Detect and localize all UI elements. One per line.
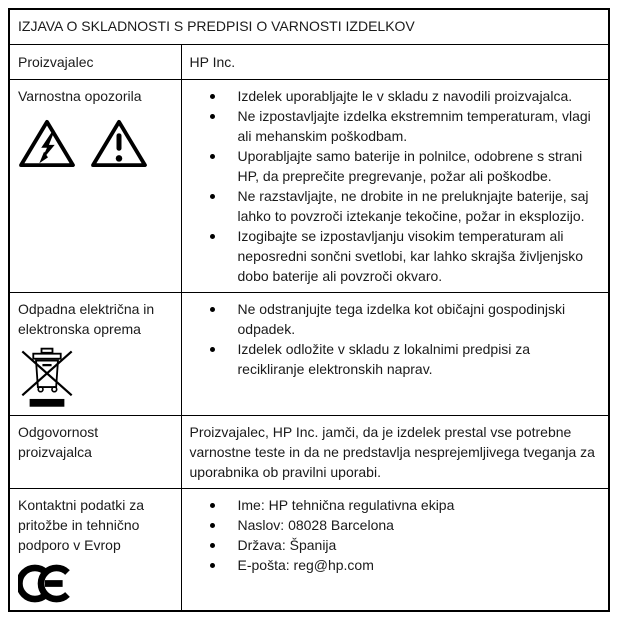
weee-label: Odpadna električna in elektronska oprema: [18, 301, 155, 337]
list-item: Izdelek odložite v skladu z lokalnimi predpisi za recikliranje elektronskih naprav.: [210, 339, 601, 379]
list-item: Ime: HP tehnična regulativna ekipa: [210, 495, 601, 515]
list-item: Izogibajte se izpostavljanju visokim temperaturam ali neposredni sončni svetlobi, kar lahko skrajša življenjsko dobo baterije ali povzroči okvaro.: [210, 226, 601, 286]
responsibility-text: Proizvajalec, HP Inc. jamči, da je izdelek prestal vse potrebne varnostne teste in da ne predstavlja nesprejemljivega tveganja za uporabnika ob pravilni uporabi.: [189, 424, 595, 480]
safety-warnings-content-cell: [181, 80, 609, 293]
responsibility-content-cell: [181, 416, 609, 489]
high-voltage-warning-icon: [18, 118, 76, 168]
list-item: Uporabljajte samo baterije in polnilce, odobrene s strani HP, da preprečite pregrevanje, požar ali poškodbe.: [210, 146, 601, 186]
safety-warnings-list: [190, 86, 601, 286]
list-item: Naslov: 08028 Barcelona: [210, 515, 601, 535]
contact-list: [190, 495, 601, 575]
list-item: Ne odstranjujte tega izdelka kot običajni gospodinjski odpadek.: [210, 299, 601, 339]
page-title: IZJAVA O SKLADNOSTI S PREDPISI O VARNOSTI IZDELKOV: [9, 9, 609, 45]
weee-label-cell: [9, 293, 181, 416]
list-item: Izdelek uporabljajte le v skladu z navodili proizvajalca.: [210, 86, 601, 106]
weee-content-cell: [181, 293, 609, 416]
contact-content-cell: [181, 489, 609, 612]
contact-label-cell: [9, 489, 181, 612]
safety-warnings-label-cell: [9, 80, 181, 293]
weee-row: [9, 293, 609, 416]
ce-mark-icon: [18, 563, 74, 604]
contact-row: [9, 489, 609, 612]
title-row: [9, 9, 609, 45]
manufacturer-value: HP Inc.: [181, 45, 609, 80]
safety-warnings-row: [9, 80, 609, 293]
compliance-table: [8, 8, 610, 612]
list-item: Ne izpostavljajte izdelka ekstremnim temperaturam, vlagi ali mehanskim poškodbam.: [210, 106, 601, 146]
weee-list: [190, 299, 601, 379]
weee-crossed-out-bin-icon: [18, 345, 76, 409]
general-warning-icon: [90, 118, 148, 168]
warning-icons-group: [18, 118, 173, 168]
spacer: [190, 575, 601, 601]
responsibility-label: Odgovornost proizvajalca: [9, 416, 181, 489]
manufacturer-row: [9, 45, 609, 80]
list-item: Država: Španija: [210, 535, 601, 555]
ce-mark-wrap: [18, 563, 173, 604]
contact-label: Kontaktni podatki za pritožbe in tehnično podporo v Evrop: [18, 497, 145, 553]
safety-warnings-label: Varnostna opozorila: [18, 88, 142, 104]
manufacturer-label: Proizvajalec: [9, 45, 181, 80]
responsibility-row: [9, 416, 609, 489]
list-item: E-pošta: reg@hp.com: [210, 555, 601, 575]
weee-icon-wrap: [18, 345, 173, 409]
list-item: Ne razstavljajte, ne drobite in ne preluknjajte baterije, saj lahko to povzroči iztekanje tekočine, požar in eksplozijo.: [210, 186, 601, 226]
